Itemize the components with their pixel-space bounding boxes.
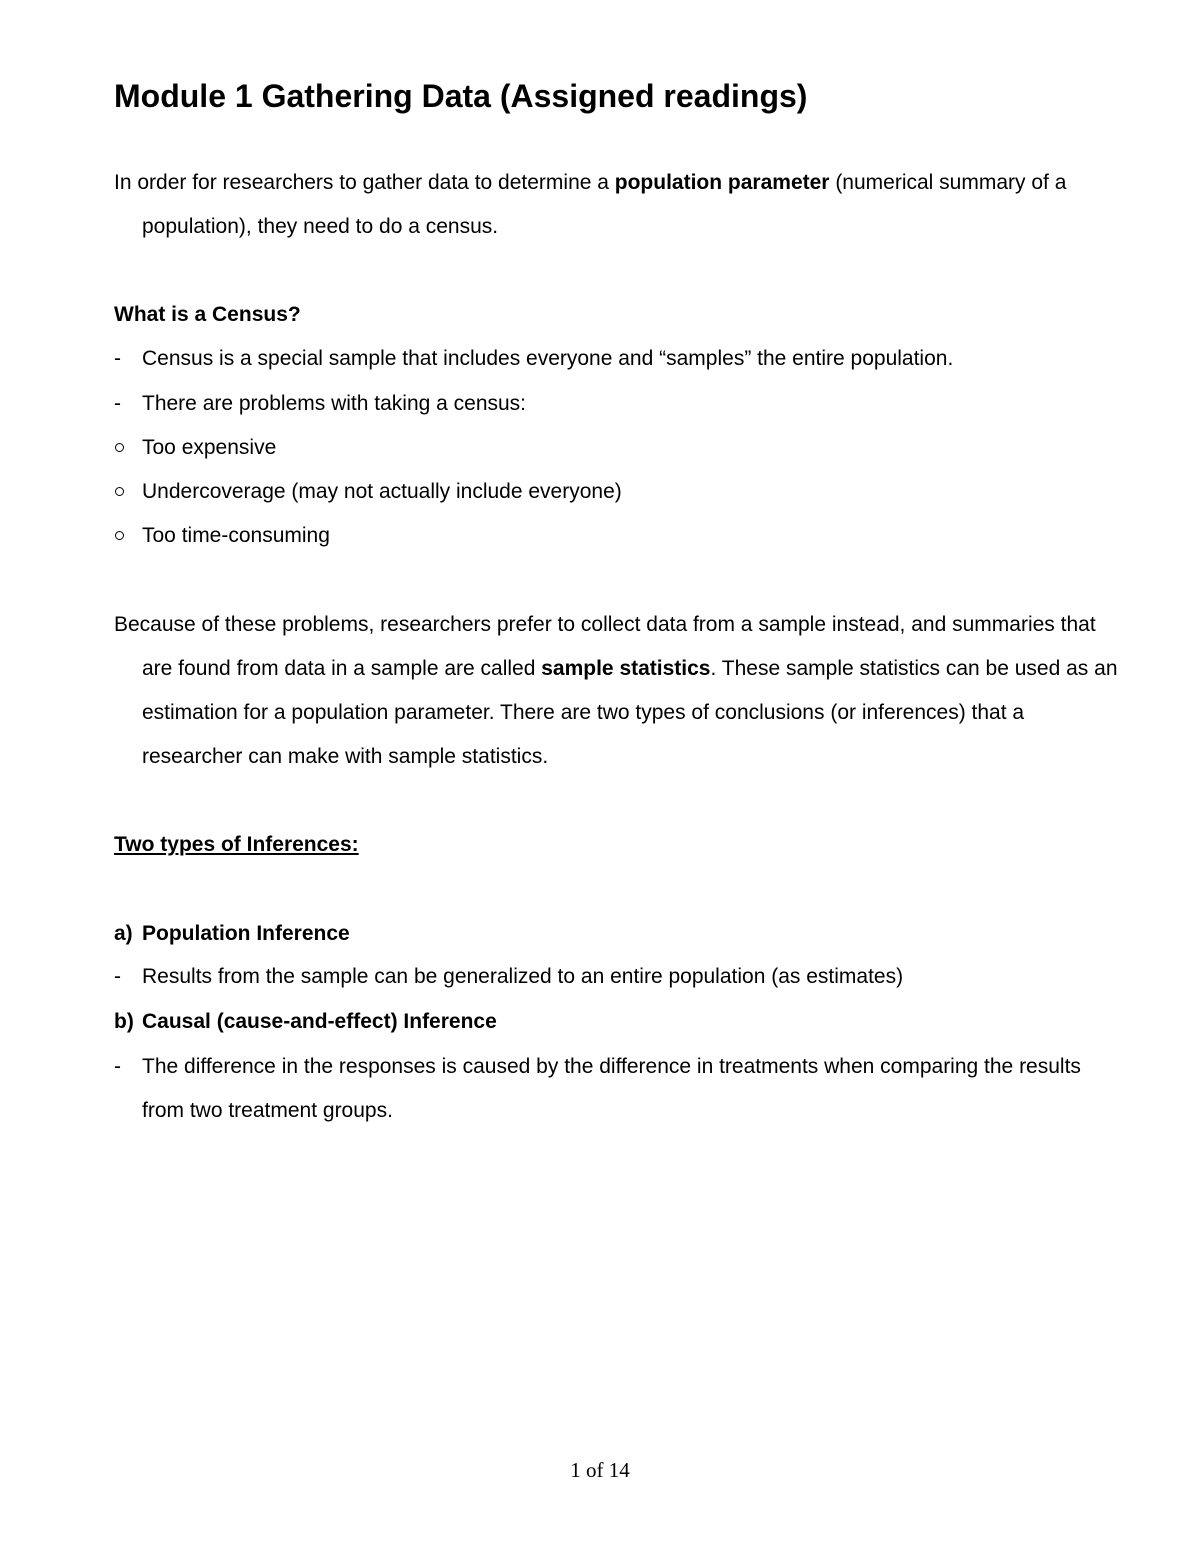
inference-b-label: Causal (cause-and-effect) Inference <box>142 1010 497 1033</box>
dash-bullet: - <box>114 965 121 988</box>
list-marker-b: b) <box>114 1010 134 1033</box>
census-heading: What is a Census? <box>114 303 301 326</box>
because-text-after: . These sample statistics can be used as an estimation for a population parameter. There are two types of conclusions (or inferences) that a researcher can make with sample statistics. <box>142 657 1118 768</box>
census-dash-item-text: There are problems with taking a census: <box>142 392 527 415</box>
inference-b-description <box>114 1045 1094 1133</box>
inferences-heading: Two types of Inferences: <box>114 833 359 856</box>
page-title: Module 1 Gathering Data (Assigned readings) <box>114 78 808 114</box>
intro-text-after: (numerical summary of a population), they need to do a census. <box>142 171 1067 238</box>
inference-a-label: Population Inference <box>142 922 350 945</box>
intro-text-before: In order for researchers to gather data to determine a <box>114 171 615 194</box>
dash-bullet: - <box>114 347 121 370</box>
intro-paragraph <box>114 161 1122 249</box>
census-problem-text: Too expensive <box>142 436 277 459</box>
term-sample-statistics: sample statistics <box>541 657 711 680</box>
census-problem-text: Undercoverage (may not actually include everyone) <box>142 480 622 503</box>
dash-bullet: - <box>114 392 121 415</box>
inference-b-description-text: The difference in the responses is caused by the difference in treatments when comparing the results from two treatment groups. <box>142 1055 1081 1122</box>
circle-bullet-icon <box>115 531 124 540</box>
census-problem-text: Too time-consuming <box>142 524 330 547</box>
census-dash-item-text: Census is a special sample that includes everyone and “samples” the entire population. <box>142 347 954 370</box>
circle-bullet-icon <box>115 443 124 452</box>
list-marker-a: a) <box>114 922 133 945</box>
term-population-parameter: population parameter <box>614 171 830 194</box>
because-paragraph <box>114 603 1122 779</box>
page-number: 1 of 14 <box>570 1458 630 1482</box>
because-text-before: Because of these problems, researchers prefer to collect data from a sample instead, and summaries that are found from data in a sample are called <box>114 613 1096 680</box>
circle-bullet-icon <box>115 487 124 496</box>
inference-a-description-text: Results from the sample can be generalized to an entire population (as estimates) <box>142 965 904 988</box>
dash-bullet: - <box>114 1055 121 1078</box>
